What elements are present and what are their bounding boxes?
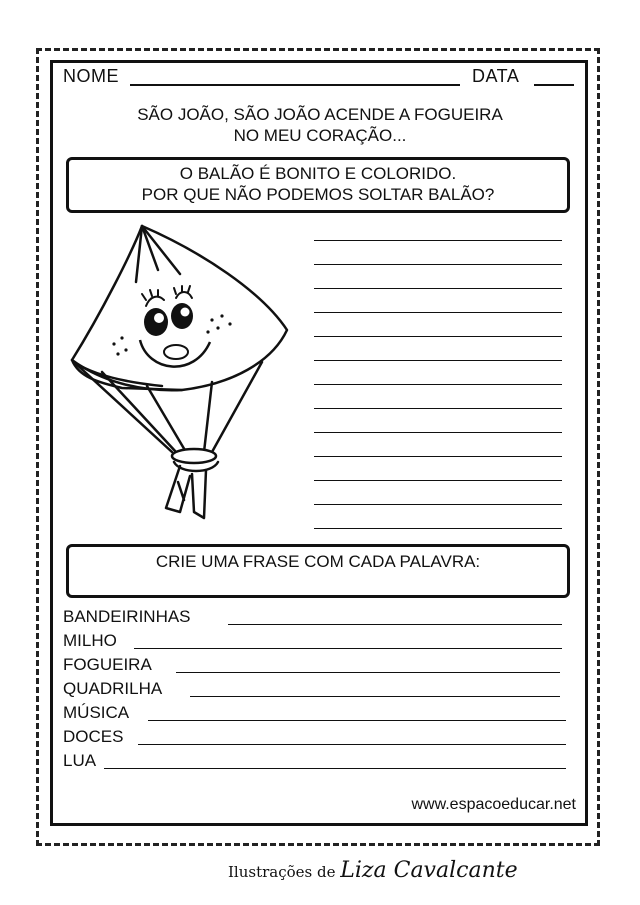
credit-prefix: Ilustrações de (228, 863, 336, 881)
date-label: DATA (472, 66, 520, 86)
sentence-line[interactable] (190, 696, 560, 697)
instruction-text: CRIE UMA FRASE COM CADA PALAVRA: (155, 552, 481, 571)
sentence-line[interactable] (134, 648, 562, 649)
question-line-1: O BALÃO É BONITO E COLORIDO. (179, 164, 457, 183)
answer-line[interactable] (314, 288, 562, 289)
illustrator-signature: Liza Cavalcante (340, 858, 518, 883)
website-url: www.espacoeducar.net (411, 796, 576, 813)
illustration-credit (228, 858, 518, 883)
answer-line[interactable] (314, 360, 562, 361)
word-label: MÚSICA (63, 703, 130, 722)
sentence-line[interactable] (148, 720, 566, 721)
name-field-line[interactable] (130, 84, 460, 86)
sentence-line[interactable] (176, 672, 560, 673)
question-line-2: POR QUE NÃO PODEMOS SOLTAR BALÃO? (141, 185, 495, 204)
word-label: FOGUEIRA (63, 655, 152, 674)
answer-line[interactable] (314, 312, 562, 313)
answer-line[interactable] (314, 408, 562, 409)
answer-line[interactable] (314, 264, 562, 265)
date-field-line[interactable] (534, 84, 574, 86)
answer-line[interactable] (314, 432, 562, 433)
smiling-balloon-illustration (62, 212, 302, 532)
answer-line[interactable] (314, 480, 562, 481)
word-label: DOCES (63, 727, 124, 746)
word-label: BANDEIRINHAS (63, 607, 191, 626)
word-label: QUADRILHA (63, 679, 163, 698)
name-label: NOME (63, 66, 119, 86)
answer-line[interactable] (314, 384, 562, 385)
song-line-2: NO MEU CORAÇÃO... (233, 126, 407, 145)
answer-line[interactable] (314, 456, 562, 457)
answer-line[interactable] (314, 240, 562, 241)
song-line-1: SÃO JOÃO, SÃO JOÃO ACENDE A FOGUEIRA (137, 105, 503, 124)
sentence-line[interactable] (104, 768, 566, 769)
answer-line[interactable] (314, 336, 562, 337)
sentence-line[interactable] (228, 624, 562, 625)
word-label: MILHO (63, 631, 117, 650)
answer-line[interactable] (314, 504, 562, 505)
answer-line[interactable] (314, 528, 562, 529)
word-label: LUA (63, 751, 97, 770)
sentence-line[interactable] (138, 744, 566, 745)
